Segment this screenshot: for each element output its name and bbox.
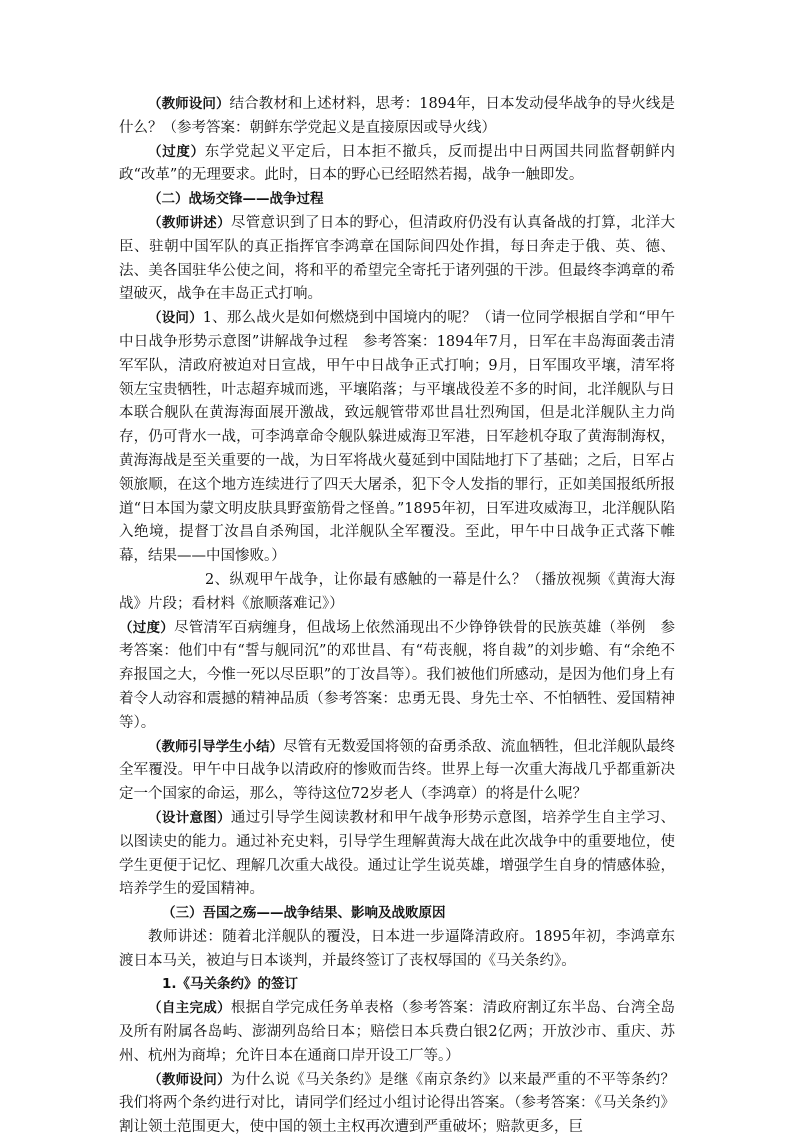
paragraph-transition-1	[119, 141, 675, 189]
paragraph-question-2	[119, 569, 675, 617]
paragraph-summary	[119, 736, 675, 807]
paragraph-tag: （设计意图）	[148, 809, 231, 826]
paragraph-text: 尽管有无数爱国将领的奋勇杀敌、流血牺牲，但北洋舰队最终全军覆没。甲午中日战争以清政府的惨败而告终。世界上每一次重大海战几乎都重新决定一个国家的命运，那么，等待这位72岁老人（李鸿章）的将是什么呢？	[119, 738, 675, 803]
paragraph-tag: （设问）	[148, 310, 203, 327]
paragraph-teacher-question-1	[119, 93, 675, 141]
paragraph-tag: （自主完成）	[148, 1000, 231, 1017]
document-page	[119, 93, 675, 1140]
paragraph-teacher-narration-1	[119, 212, 675, 307]
section-heading-2: （二）战场交锋——战争过程	[148, 191, 324, 208]
paragraph-text: 2、纵观甲午战争，让你最有感触的一幕是什么？（播放视频《黄海大海战》片段；看材料《旅顺落难记》）	[119, 571, 675, 612]
paragraph-text: 通过引导学生阅读教材和甲午战争形势示意图，培养学生自主学习、以图读史的能力。通过补充史料，引导学生理解黄海大战在此次战争中的重要地位，使学生更便于记忆、理解几次重大战役。通过让学生说英雄，增强学生自身的情感体验，培养学生的爱国精神。	[119, 809, 676, 898]
paragraph-text: 为什么说《马关条约》是继《南京条约》以来最严重的不平等条约？我们将两个条约进行对比，请同学们经过小组讨论得出答案。（参考答案：《马关条约》割让领土范围更大，使中国的领土主权再次遭到严重破坏；赔款更多，巨	[119, 1071, 676, 1136]
paragraph-text: 1、那么战火是如何燃烧到中国境内的呢？（请一位同学根据自学和“甲午中日战争形势示意图”讲解战争过程 参考答案：1894年7月，日军在丰岛海面袭击清军军队，清政府被迫对日宣战，甲午中日战争正式打响；9月，日军围攻平壤，清军将领左宝贵牺牲，叶志超弃城而逃，平壤陷落；与平壤战役差不多的时间，北洋舰队与日本联合舰队在黄海海面展开激战，致远舰管带邓世昌壮烈殉国，但是北洋舰队主力尚存，仍可背水一战，可李鸿章命令舰队躲进威海卫军港，日军趁机夺取了黄海制海权，黄海海战是至关重要的一战，为日军将战火蔓延到中国陆地打下了基础；之后，日军占领旅顺，在这个地方连续进行了四天大屠杀，犯下令人发指的罪行，正如美国报纸所报道“日本国为蒙文明皮肤具野蛮筋骨之怪兽。”1895年初，日军进攻威海卫，北洋舰队陷入绝境，提督丁汝昌自杀殉国，北洋舰队全军覆没。至此，甲午中日战争正式落下帷幕，结果——中国惨败。）	[119, 310, 675, 565]
subsection-heading-1: 1.《马关条约》的签订	[162, 976, 299, 993]
paragraph-tag: （教师讲述）	[148, 214, 231, 231]
paragraph-teacher-question-2	[119, 1069, 675, 1140]
paragraph-text: 教师讲述：随着北洋舰队的覆没，日本进一步逼降清政府。1895年初，李鸿章东渡日本马关，被迫与日本谈判，并最终签订了丧权辱国的《马关条约》。	[119, 928, 675, 969]
paragraph-tag: （教师引导学生小结）	[148, 738, 284, 755]
paragraph-text: 尽管清军百病缠身，但战场上依然涌现出不少铮铮铁骨的民族英雄（举例 参考答案：他们中有“誓与舰同沉”的邓世昌、有“苟丧舰，将自裁”的刘步蟾、有“余绝不弃报国之大，今惟一死以尽臣职”的丁汝昌等）。我们被他们所感动，是因为他们身上有着令人动容和震撼的精神品质（参考答案：忠勇无畏、身先士卒、不怕牺牲、爱国精神等）。	[119, 619, 676, 731]
paragraph-design-intent	[119, 807, 675, 902]
paragraph-tag: （过度）	[148, 143, 205, 160]
section-heading-3: （三）吾国之殇——战争结果、影响及战败原因	[162, 905, 446, 922]
paragraph-transition-2	[119, 617, 675, 736]
paragraph-question-war-process	[119, 307, 675, 569]
paragraph-tag: （教师设问）	[148, 96, 230, 112]
paragraph-text: 结合教材和上述材料，思考：1894年，日本发动侵华战争的导火线是什么？（参考答案：朝鲜东学党起义是直接原因或导火线）	[119, 96, 675, 136]
paragraph-tag: （过度）	[119, 619, 174, 636]
paragraph-teacher-narration-2	[119, 926, 675, 974]
paragraph-text: 根据自学完成任务单表格（参考答案：清政府割辽东半岛、台湾全岛及所有附属各岛屿、澎湖列岛给日本；赔偿日本兵费白银2亿两；开放沙市、重庆、苏州、杭州为商埠；允许日本在通商口岸开设工厂等。）	[119, 1000, 676, 1064]
paragraph-self-complete	[119, 997, 675, 1068]
paragraph-text: 尽管意识到了日本的野心，但清政府仍没有认真备战的打算，北洋大臣、驻朝中国军队的真正指挥官李鸿章在国际间四处作揖，每日奔走于俄、英、德、法、美各国驻华公使之间，将和平的希望完全寄托于诸列强的干涉。但最终李鸿章的希望破灭，战争在丰岛正式打响。	[119, 214, 676, 303]
paragraph-tag: （教师设问）	[148, 1071, 231, 1088]
paragraph-text: 东学党起义平定后，日本拒不撤兵，反而提出中日两国共同监督朝鲜内政“改革”的无理要求。此时，日本的野心已经昭然若揭，战争一触即发。	[119, 143, 675, 184]
